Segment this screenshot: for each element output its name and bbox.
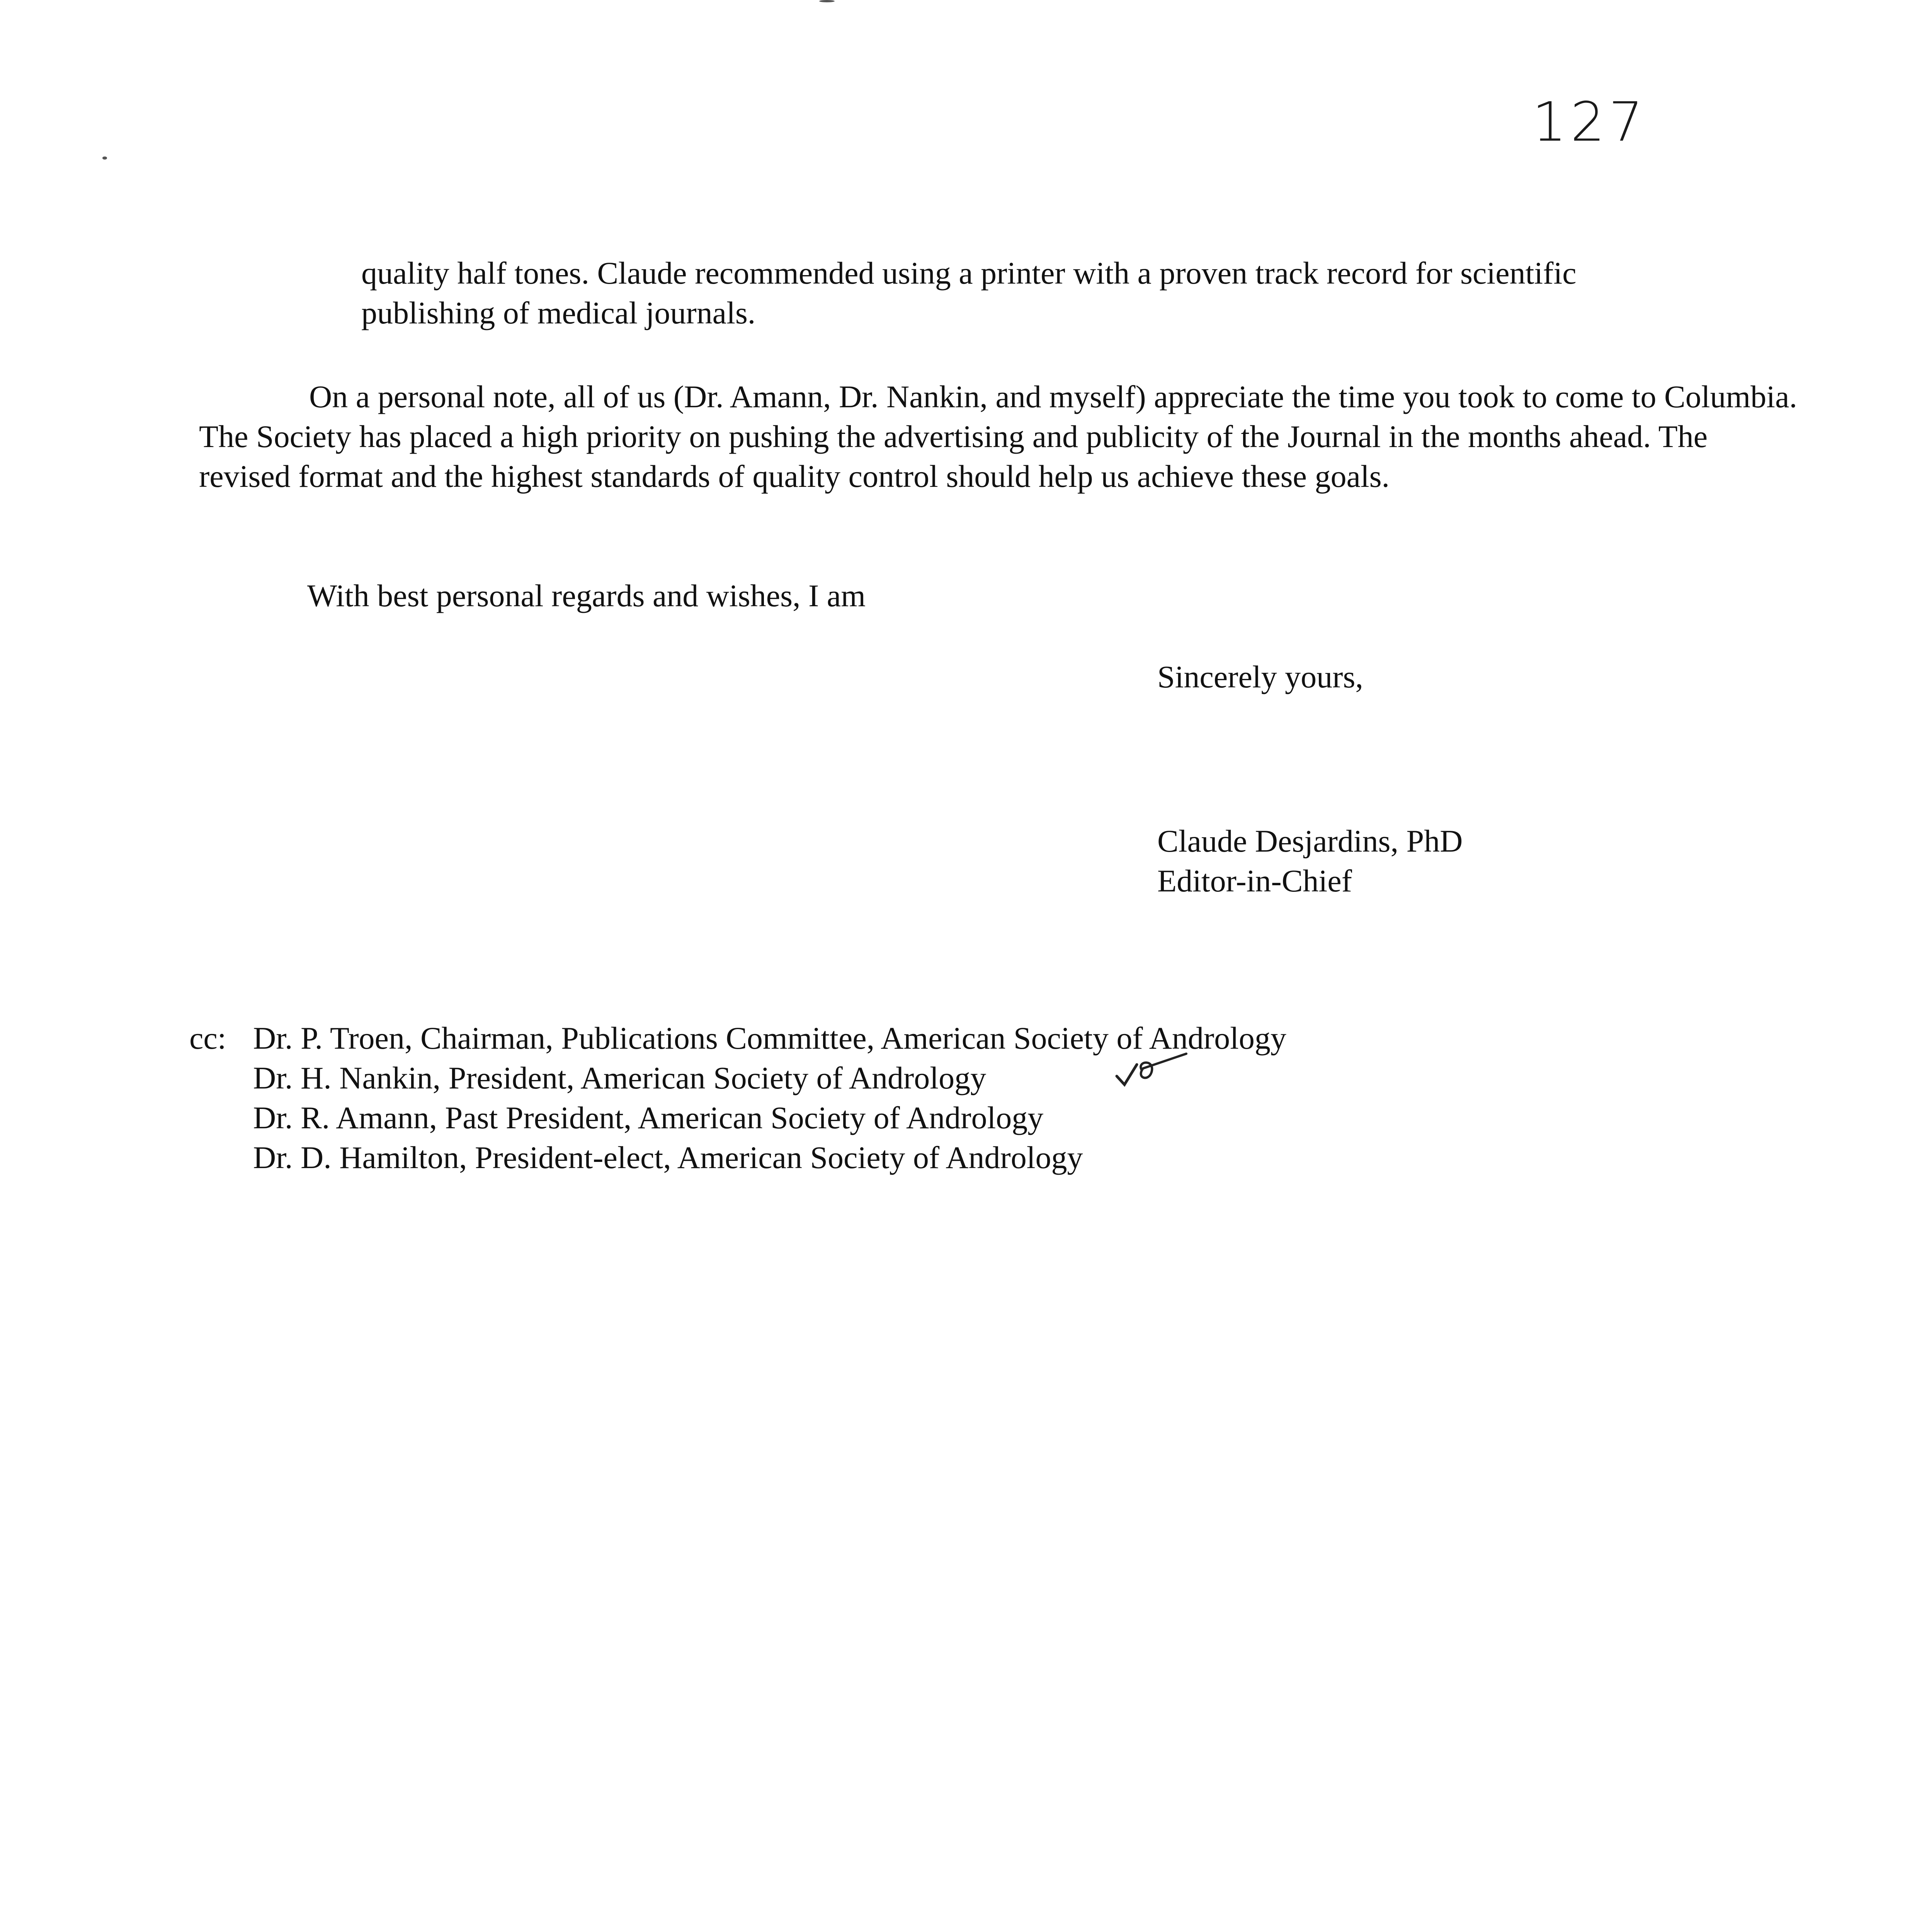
signer-name: Claude Desjardins, PhD xyxy=(1157,823,1463,859)
signer-title: Editor-in-Chief xyxy=(1157,863,1352,898)
closing-salutation: Sincerely yours, xyxy=(1157,659,1363,694)
body-paragraph-3: With best personal regards and wishes, I am xyxy=(307,578,866,613)
cc-recipient: Dr. P. Troen, Chairman, Publications Committee, American Society of Andrology xyxy=(253,1020,1286,1056)
scan-speck xyxy=(819,0,835,2)
cc-recipient: Dr. H. Nankin, President, American Society of Andrology xyxy=(253,1060,987,1095)
cc-label: cc: xyxy=(189,1020,226,1056)
scan-speck xyxy=(102,156,107,160)
cc-recipient: Dr. D. Hamilton, President-elect, American Society of Andrology xyxy=(253,1140,1083,1175)
handwritten-check-mark-icon xyxy=(1113,1049,1190,1092)
body-paragraph-1: quality half tones. Claude recommended using a printer with a proven track record for scientific publishing of medical journals. xyxy=(361,255,1577,330)
body-paragraph-2: On a personal note, all of us (Dr. Amann, Dr. Nankin, and myself) appreciate the time you took to come to Columbia. The Society has placed a high priority on pushing the advertising and publicity of the Journal in the months ahead. The revised format and the highest standards of quality control should help us achieve these goals. xyxy=(199,379,1797,494)
cc-recipient-list xyxy=(253,1018,1286,1177)
cc-recipient: Dr. R. Amann, Past President, American Society of Andrology xyxy=(253,1100,1044,1135)
handwritten-page-number: 127 xyxy=(1532,91,1647,154)
signature-block xyxy=(1157,821,1463,901)
